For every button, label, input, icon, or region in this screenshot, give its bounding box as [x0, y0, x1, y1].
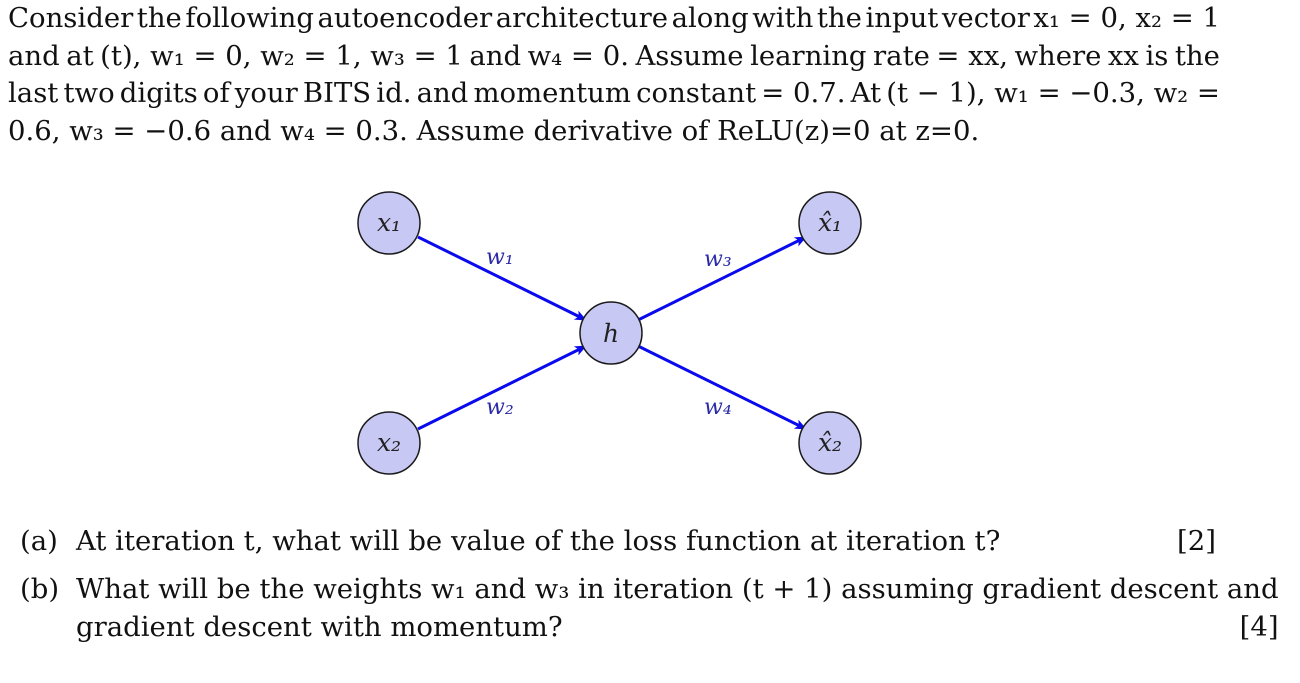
- statement-line-2-word: learning: [750, 39, 867, 72]
- statement-line-3-word: momentum: [473, 77, 631, 109]
- statement-line-1-word: vector: [941, 2, 1030, 34]
- statement-line-1-word: along: [671, 2, 749, 34]
- question-b-text-line-1: What will be the weights w₁ and w₃ in iteration (t + 1) assuming gradient descent and: [76, 573, 1279, 605]
- statement-line-3-word: constant: [636, 77, 757, 109]
- edge-label-w4: w₄: [704, 395, 732, 420]
- statement-line-3-word: (t − 1), w₁ = −0.3, w₂ =: [886, 77, 1220, 109]
- question-b-tag: (b): [20, 573, 60, 605]
- statement-line-2-word: Assume: [635, 39, 744, 72]
- statement-line-1-word: the: [136, 2, 182, 34]
- statement-line-2-word: xx: [1107, 39, 1139, 72]
- statement-line-1-word: Consider: [8, 2, 134, 34]
- edge-label-w1: w₁: [486, 245, 514, 270]
- statement-line-2-word: is: [1145, 39, 1169, 72]
- statement-line-2-word: w₄ = 0.: [527, 39, 629, 72]
- statement-line-2-word: the: [1174, 39, 1220, 72]
- edge-label-w3: w₃: [704, 247, 732, 272]
- statement-line-2-word: at: [66, 39, 94, 72]
- statement-line-2-word: and: [8, 39, 60, 72]
- statement-line-1-word: x₁ = 0, x₂ = 1: [1033, 2, 1220, 34]
- statement-line-3-word: digits: [119, 77, 198, 109]
- statement-line-1-word: autoencoder: [317, 2, 493, 34]
- statement-line-1-word: input: [865, 2, 939, 34]
- node-xhat2-label: x̂₂: [817, 428, 843, 457]
- statement-line-3-word: of: [202, 77, 230, 109]
- statement-line-2-word: where: [1014, 39, 1102, 72]
- node-h-label: h: [602, 319, 620, 348]
- node-xhat1: [799, 192, 861, 254]
- node-xhat2: [799, 412, 861, 474]
- statement-line-2-word: rate: [873, 39, 930, 72]
- question-b: [20, 570, 1279, 646]
- statement-line-1-word: the: [816, 2, 862, 34]
- question-a: [20, 522, 1216, 560]
- statement-line-3-word: = 0.7.: [761, 77, 846, 109]
- node-h: [580, 302, 642, 364]
- statement-line-1-word: architecture: [495, 2, 669, 34]
- node-x2: [358, 412, 420, 474]
- question-b-marks: [4]: [1239, 611, 1279, 643]
- statement-line-1-word: with: [752, 2, 814, 34]
- statement-line-3-word: your: [234, 77, 298, 109]
- question-a-text: At iteration t, what will be value of the loss function at iteration t?: [76, 525, 1001, 557]
- statement-line-3-word: At: [850, 77, 882, 109]
- statement-line-3-word: BITS: [302, 77, 372, 109]
- question-list: [20, 522, 1279, 646]
- question-a-marks: [2]: [1177, 525, 1216, 557]
- edge-label-w2: w₂: [486, 395, 514, 420]
- statement-line-4-text: 0.6, w₃ = −0.6 and w₄ = 0.3. Assume derivative of ReLU(z)=0 at z=0.: [8, 114, 980, 147]
- statement-line-2-word: and: [469, 39, 522, 72]
- node-x1-label: x₁: [376, 208, 402, 237]
- statement-line-2-word: = xx,: [936, 39, 1008, 72]
- question-b-text-line-2: gradient descent with momentum?: [76, 611, 563, 643]
- statement-line-3-word: last: [8, 77, 59, 109]
- statement-line-2-word: (t), w₁ = 0, w₂ = 1, w₃ = 1: [100, 39, 463, 72]
- statement-line-3-word: id.: [376, 77, 412, 109]
- node-xhat1-label: x̂₁: [817, 208, 843, 237]
- question-a-tag: (a): [20, 525, 58, 557]
- statement-line-3-word: and: [416, 77, 469, 109]
- statement-line-1-word: following: [185, 2, 314, 34]
- node-x1: [358, 192, 420, 254]
- node-x2-label: x₂: [376, 428, 402, 457]
- statement-line-3-word: two: [63, 77, 115, 109]
